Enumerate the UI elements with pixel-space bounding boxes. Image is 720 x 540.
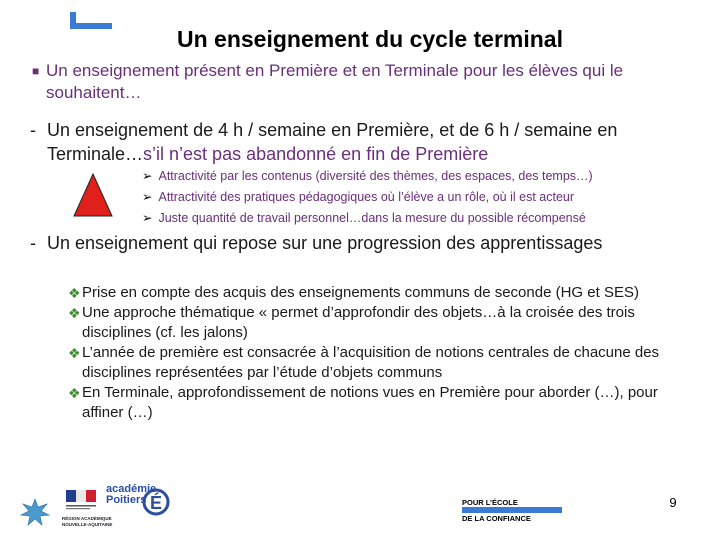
intro-text: Un enseignement présent en Première et en Terminale pour les élèves qui le souhaitent… <box>46 61 624 102</box>
detail-item: ❖ Une approche thématique « permet d’approfondir des objets…à la croisée des trois disciplines (cf. les jalons) <box>68 304 635 341</box>
dash-bullet-icon: - <box>30 120 36 140</box>
arrow-bullet-icon: ➢ <box>142 169 153 183</box>
point-progression-text: Un enseignement qui repose sur une progression des apprentissages <box>47 233 603 253</box>
arrow-bullet-icon: ➢ <box>142 211 153 225</box>
square-bullet-icon: ■ <box>32 64 40 78</box>
detail-list <box>68 283 688 423</box>
arrow-bullet-icon: ➢ <box>142 190 153 204</box>
warning-item: ➢ Attractivité par les contenus (diversité des thèmes, des espaces, des temps…) <box>142 169 593 183</box>
warning-triangle-icon <box>72 172 114 218</box>
detail-item: ❖ Prise en compte des acquis des enseignements communs de seconde (HG et SES) <box>68 284 639 301</box>
intro-bullet <box>32 60 692 104</box>
ecole-line-1: POUR L’ÉCOLE <box>462 498 518 507</box>
ecole-confiance-logo <box>462 498 562 523</box>
page-number: 9 <box>669 495 677 510</box>
warning-item: ➢ Juste quantité de travail personnel…dans la mesure du possible récompensé <box>142 211 586 225</box>
point-progression <box>30 231 700 255</box>
academie-city: Poitiers <box>106 494 147 506</box>
point-hours <box>30 118 700 166</box>
ecole-line-2: DE LA CONFIANCE <box>462 507 562 523</box>
diamond-bullet-icon: ❖ <box>68 345 81 361</box>
warning-list <box>142 166 702 229</box>
point-hours-emphasis: s’il n’est pas abandonné en fin de Première <box>143 144 489 164</box>
dash-bullet-icon: - <box>30 233 36 253</box>
diamond-bullet-icon: ❖ <box>68 285 81 301</box>
academie-label: académie <box>106 483 157 495</box>
diamond-bullet-icon: ❖ <box>68 385 81 401</box>
svg-text:É: É <box>149 493 163 513</box>
region-academique-label: RÉGION ACADÉMIQUE NOUVELLE-AQUITAINE <box>62 516 113 527</box>
warning-item: ➢ Attractivité des pratiques pédagogiques où l’élève a un rôle, où il est acteur <box>142 190 575 204</box>
slide-title: Un enseignement du cycle terminal <box>176 26 563 52</box>
detail-item: ❖ L’année de première est consacrée à l’acquisition de notions centrales de chacune des disciplines représentées par l’étude d’objets communs <box>68 344 660 381</box>
detail-item: ❖ En Terminale, approfondissement de notions vues en Première pour aborder (…), pour affiner (…) <box>68 384 658 421</box>
diamond-bullet-icon: ❖ <box>68 305 81 321</box>
point-hours-text: Un enseignement de 4 h / semaine en Première, et de 6 h / semaine en Terminale… <box>47 120 618 164</box>
starburst-logo-icon <box>20 498 50 528</box>
